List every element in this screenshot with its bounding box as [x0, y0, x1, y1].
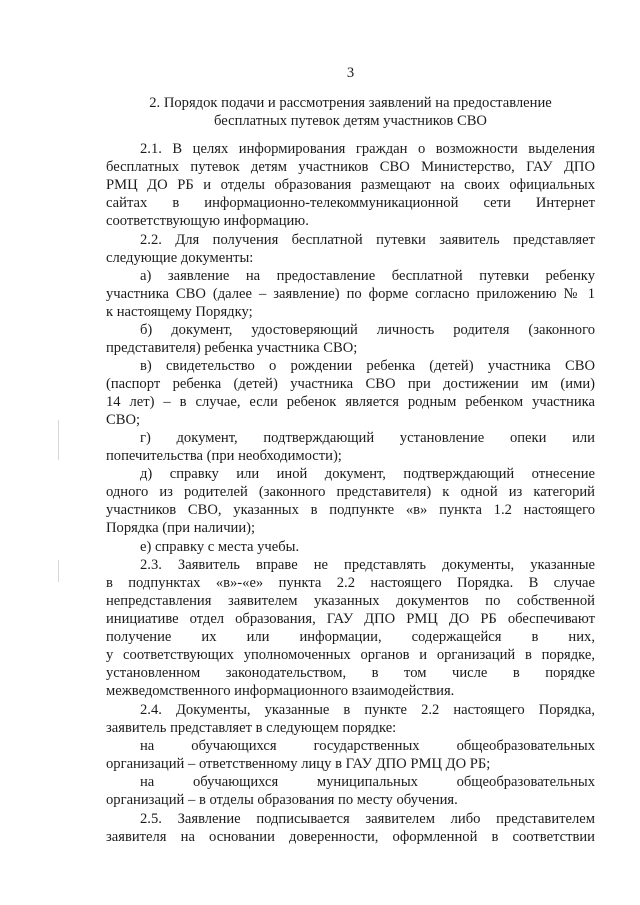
paragraph-line: бесплатных путевок детям участников СВО Министерство, ГАУ ДПО — [106, 159, 595, 175]
scan-margin-mark — [58, 420, 59, 460]
page-number: 3 — [346, 65, 355, 81]
paragraph-line: у соответствующих уполномоченных органов и организаций в порядке, — [106, 647, 595, 663]
section-heading-line: 2. Порядок подачи и рассмотрения заявлений на предоставление — [149, 95, 552, 111]
paragraph-line: заявителя на основании доверенности, оформленной в соответствии — [106, 829, 595, 845]
paragraph-line: непредставления заявителем указанных документов по собственной — [106, 593, 595, 609]
paragraph-line: 2.2. Для получения бесплатной путевки заявитель представляет — [140, 232, 595, 248]
paragraph-line: организаций – ответственному лицу в ГАУ ДПО РМЦ ДО РБ; — [106, 756, 491, 772]
paragraph-line: на обучающихся муниципальных общеобразовательных — [140, 774, 595, 790]
paragraph-line: в подпунктах «в»-«е» пункта 2.2 настоящего Порядка. В случае — [106, 575, 595, 591]
paragraph-line: сайтах в информационно-телекоммуникационной сети Интернет — [106, 195, 595, 211]
list-item-line: Порядка (при наличии); — [106, 520, 256, 536]
paragraph-line: 2.5. Заявление подписывается заявителем либо представителем — [140, 811, 595, 827]
scan-margin-mark — [58, 560, 59, 582]
paragraph-line: получение их или информации, содержащейся в них, — [106, 629, 595, 645]
list-item-line: попечительства (при необходимости); — [106, 448, 342, 464]
list-item-line: (паспорт ребенка (детей) участника СВО при достижении им (ими) — [106, 376, 595, 392]
paragraph-line: РМЦ ДО РБ и отделы образования размещают на своих официальных — [106, 177, 595, 193]
list-item-line: е) справку с места учебы. — [140, 539, 300, 555]
list-item-line: в) свидетельство о рождении ребенка (детей) участника СВО — [140, 358, 595, 374]
paragraph-line: 2.1. В целях информирования граждан о возможности выделения — [140, 141, 595, 157]
list-item-line: к настоящему Порядку; — [106, 304, 253, 320]
list-item-line: 14 лет) – в случае, если ребенок является родным ребенком участника — [106, 394, 595, 410]
list-item-line: одного из родителей (законного представителя) к одной из категорий — [106, 484, 595, 500]
paragraph-line: 2.4. Документы, указанные в пункте 2.2 настоящего Порядка, — [140, 702, 595, 718]
paragraph-line: соответствующую информацию. — [106, 213, 309, 229]
paragraph-line: межведомственного информационного взаимодействия. — [106, 683, 455, 699]
list-item-line: СВО; — [106, 412, 141, 428]
paragraph-line: на обучающихся государственных общеобразовательных — [140, 738, 595, 754]
list-item-line: б) документ, удостоверяющий личность родителя (законного — [140, 322, 595, 338]
paragraph-line: следующие документы: — [106, 250, 254, 266]
paragraph-line: заявитель представляет в следующем порядке: — [106, 720, 397, 736]
list-item-line: участника СВО (далее – заявление) по форме согласно приложению № 1 — [106, 286, 595, 302]
list-item-line: д) справку или иной документ, подтверждающий отнесение — [140, 466, 595, 482]
paragraph-line: 2.3. Заявитель вправе не представлять документы, указанные — [140, 557, 595, 573]
paragraph-line: установленном законодательством, в том числе в порядке — [106, 665, 595, 681]
list-item-line: а) заявление на предоставление бесплатной путевки ребенку — [140, 268, 595, 284]
section-heading-line: бесплатных путевок детям участников СВО — [214, 113, 487, 129]
list-item-line: г) документ, подтверждающий установление опеки или — [140, 430, 595, 446]
list-item-line: представителя) ребенка участника СВО; — [106, 340, 358, 356]
list-item-line: участников СВО, указанных в подпункте «в» пункта 1.2 настоящего — [106, 502, 595, 518]
paragraph-line: организаций – в отделы образования по месту обучения. — [106, 792, 458, 808]
paragraph-line: инициативе отдел образования, ГАУ ДПО РМЦ ДО РБ обеспечивают — [106, 611, 595, 627]
